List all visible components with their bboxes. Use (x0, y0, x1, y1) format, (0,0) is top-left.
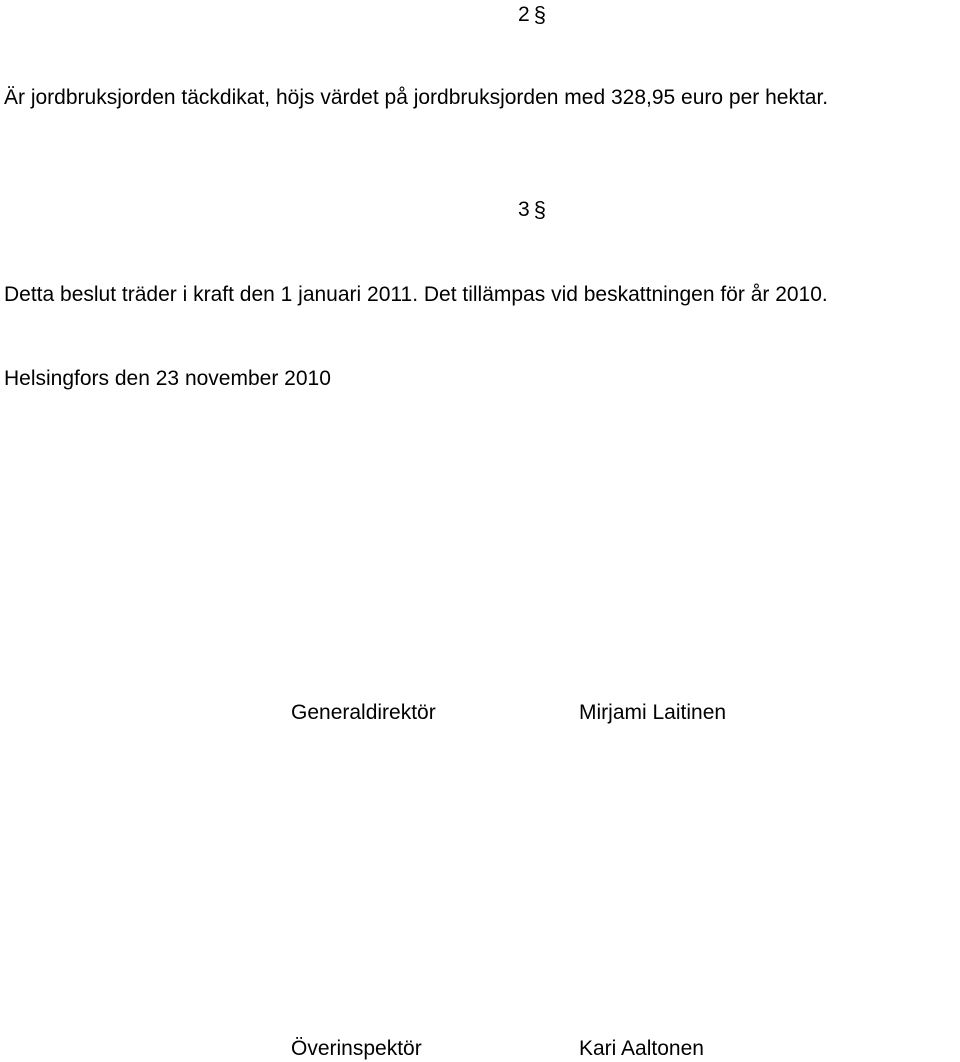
signatory-title: Generaldirektör (291, 701, 436, 724)
section-sign-icon: § (533, 197, 546, 222)
signatory-title: Överinspektör (291, 1037, 422, 1060)
section-3-text: Detta beslut träder i kraft den 1 januari 2011. Det tillämpas vid beskattningen för år 2010. (4, 283, 828, 306)
signatory-name: Kari Aaltonen (579, 1037, 704, 1060)
section-3-heading (518, 199, 546, 221)
section-number: 2 (518, 3, 530, 26)
section-sign-icon: § (533, 2, 546, 27)
place-and-date: Helsingfors den 23 november 2010 (4, 367, 331, 390)
section-2-heading (518, 4, 546, 26)
section-number: 3 (518, 198, 530, 221)
signatory-name: Mirjami Laitinen (579, 701, 727, 724)
section-2-text: Är jordbruksjorden täckdikat, höjs värdet på jordbruksjorden med 328,95 euro per hektar. (4, 86, 829, 109)
